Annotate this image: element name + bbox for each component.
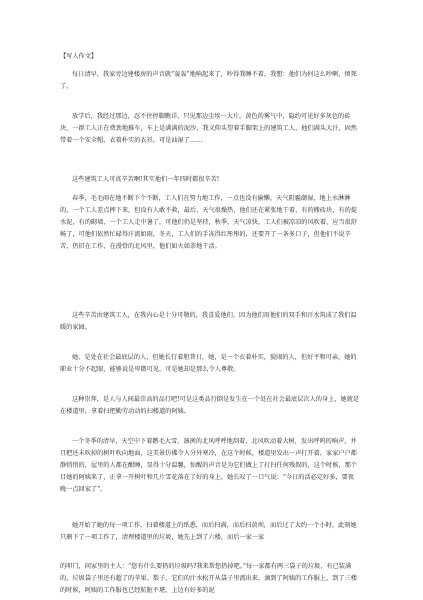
paragraph-2: 放学后，我经过那边，忍不住停脚瞧详，只见那边尘埃一大片，黄色的雾气中，隐约可见好多灰色的砖块，一群工人正在费劲地推车，车上是满满的泥沙，我又仰头望着手脚架上的建筑工人，他们满头大汗，固然带着一个安全帽，衣着朴实的衣衫，可是汕湿了…… [60, 113, 357, 144]
paragraph-7: 这种崇拜，是人与人间最崇高的品行吧!可是这类品行倒是发生在一个处在社会最底层次人的身上，她就是在楼道里，拿着扫把勤劳动动的扫楼道的阿姨。 [60, 396, 360, 415]
paragraph-3: 这些建筑工人可真辛苦啊!其实他们一年四时都很辛苦! [72, 176, 220, 183]
paragraph-9: 她开始了她的每一项工作，扫着楼道上的纸悉，而后扫满，而后扫黄坝，而后过了大约一个小时，此刻她只剩下了一项工作了，清理楼道里的垃圾，她先上到了六楼，而后一家一家 [60, 522, 357, 541]
paragraph-1: 每日清早，我家旁边建楼房的声音就“轰轰”地响起来了，吵得我睡不着，我想：他们为何这么吵啊，烦死了。 [60, 71, 357, 90]
paragraph-6: 她，是处在社会最底层的人，但她长行着胆普日，她，是一个衣着朴实，貌闹的人，但好平和可亲，她的职业十分不起眼，能够说是卑微可见，可是她却是那么令人尊敬。 [60, 354, 357, 373]
paragraph-10: 的叩门，问家里的主人：“您有什么要扔的垃圾吗?我来帮您扔掉吧。”每一家都有两三袋子的垃圾，有已装满的，垃圾袋子里还有超了的苹果、梨子，它们的汁水松开从袋子里流出来，滴到了阿姨的工作服上，到了三楼的时候，阿姨的工作服也已经肮脏不堪，上边有好多的泥 [60, 563, 357, 594]
paragraph-8: 一个冬季的清早，天空中下着鹅毛大雪，凛冽的北风呼呼地刮着，北风吹动着大树，发出呼呜的响声，并且把还未吹掉的树叶吹向地面，这美景仿佛令人分外寒冷，在这个时候，楼道里发出一声打开着，家家户户都静悄悄的，屋里的人都在酣睡，显得十分温馨，惊醒的声音是为它们做上了打扫任何残叙的，这个时候，那个目她的阿姨来了，正拿一开树叶和几片雪花落在了好的身上，她长叹了一口气说：“今日的活必定好多，要夜晚一点回家了”。 [60, 438, 357, 493]
paragraph-4: 春季，毛毛雨在地不断下个不断，工人们在努力地工作，一点也没有偷懒，天气阴霾潮湿，地上水淋淋的，一个工人差点摔下来，但没有人敢不救，最后，天气很燥热，他们还在紧张地干着，有的搬砖块，有的提水泥，有的砌墙，一个工人走中暑了，可他们仍是坚持，秋季，天气凉快，工人们被凉凉的风吹着，应当很舒畅了，可他们依然忙碌得汗流如雨，冬天，工人们的手冻得红彤彤的，还要开了一条多口子，但他们不说辛苦，仍旧在工作，在漫骨的北风里，他们如火如荼地干活。 [60, 195, 357, 250]
section-label: 【写人作文】 [60, 53, 98, 60]
paragraph-5: 这些辛苦由建筑工人，在我内心是十分可敬的，我喜爱他们，因为他们用他们的双手和汗水筑成了我们温暖的家园。 [60, 312, 357, 331]
